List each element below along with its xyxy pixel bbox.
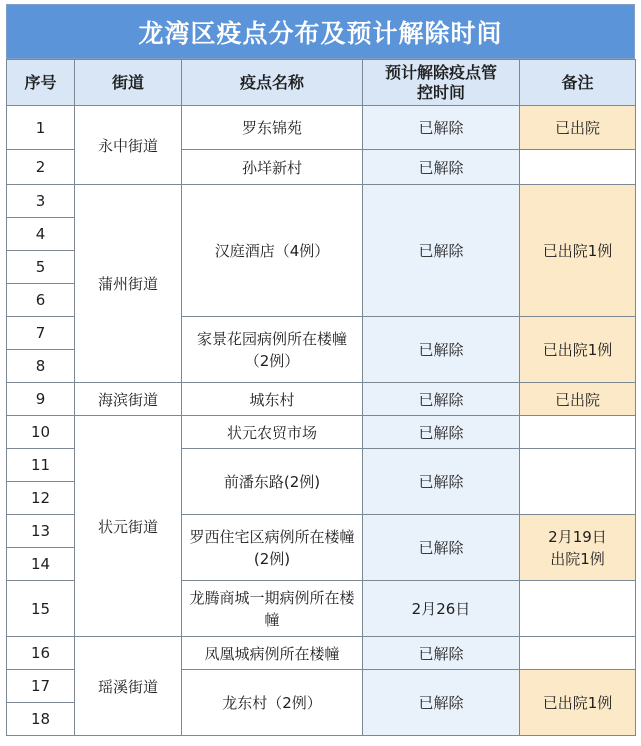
row-number: 9 [7, 383, 75, 416]
row-number: 11 [7, 449, 75, 482]
time-cell: 已解除 [363, 515, 520, 581]
note-cell [520, 416, 636, 449]
row-number: 10 [7, 416, 75, 449]
point-cell: 龙东村（2例） [182, 670, 363, 736]
row-number: 14 [7, 548, 75, 581]
time-cell: 已解除 [363, 150, 520, 185]
table-header-row [7, 60, 636, 106]
row-number: 3 [7, 185, 75, 218]
street-cell: 海滨街道 [75, 383, 182, 416]
note-cell [520, 637, 636, 670]
note-cell: 2月19日出院1例 [520, 515, 636, 581]
note-cell [520, 449, 636, 515]
street-cell: 蒲州街道 [75, 185, 182, 383]
point-cell: 状元农贸市场 [182, 416, 363, 449]
row-number: 4 [7, 218, 75, 251]
street-cell: 状元街道 [75, 416, 182, 637]
table-row [7, 185, 636, 218]
point-cell: 家景花园病例所在楼幢（2例） [182, 317, 363, 383]
row-number: 17 [7, 670, 75, 703]
note-cell: 已出院1例 [520, 670, 636, 736]
row-number: 2 [7, 150, 75, 185]
note-cell: 已出院 [520, 106, 636, 150]
time-cell: 已解除 [363, 185, 520, 317]
time-cell: 已解除 [363, 449, 520, 515]
note-cell: 已出院 [520, 383, 636, 416]
point-cell: 前潘东路(2例) [182, 449, 363, 515]
point-cell: 龙腾商城一期病例所在楼幢 [182, 581, 363, 637]
time-cell: 已解除 [363, 106, 520, 150]
time-cell: 已解除 [363, 637, 520, 670]
page-title: 龙湾区疫点分布及预计解除时间 [138, 18, 503, 48]
time-cell: 已解除 [363, 317, 520, 383]
note-cell [520, 581, 636, 637]
note-cell: 已出院1例 [520, 317, 636, 383]
street-cell: 瑶溪街道 [75, 637, 182, 736]
point-cell: 汉庭酒店（4例） [182, 185, 363, 317]
row-number: 5 [7, 251, 75, 284]
note-cell: 已出院1例 [520, 185, 636, 317]
row-number: 8 [7, 350, 75, 383]
point-cell: 罗西住宅区病例所在楼幢(2例) [182, 515, 363, 581]
row-number: 12 [7, 482, 75, 515]
table-row [7, 637, 636, 670]
header-point: 疫点名称 [182, 60, 363, 106]
point-cell: 孙垟新村 [182, 150, 363, 185]
title-bar [6, 4, 635, 59]
header-time: 预计解除疫点管控时间 [363, 60, 520, 106]
table-row [7, 383, 636, 416]
header-note: 备注 [520, 60, 636, 106]
row-number: 13 [7, 515, 75, 548]
time-cell: 已解除 [363, 670, 520, 736]
street-cell: 永中街道 [75, 106, 182, 185]
time-cell: 已解除 [363, 416, 520, 449]
header-street: 街道 [75, 60, 182, 106]
row-number: 7 [7, 317, 75, 350]
table-row [7, 416, 636, 449]
time-cell: 2月26日 [363, 581, 520, 637]
point-cell: 凤凰城病例所在楼幢 [182, 637, 363, 670]
epidemic-points-table [6, 59, 636, 736]
row-number: 1 [7, 106, 75, 150]
note-cell [520, 150, 636, 185]
point-cell: 罗东锦苑 [182, 106, 363, 150]
table-row [7, 106, 636, 150]
row-number: 15 [7, 581, 75, 637]
time-cell: 已解除 [363, 383, 520, 416]
row-number: 6 [7, 284, 75, 317]
row-number: 18 [7, 703, 75, 736]
row-number: 16 [7, 637, 75, 670]
point-cell: 城东村 [182, 383, 363, 416]
header-no: 序号 [7, 60, 75, 106]
